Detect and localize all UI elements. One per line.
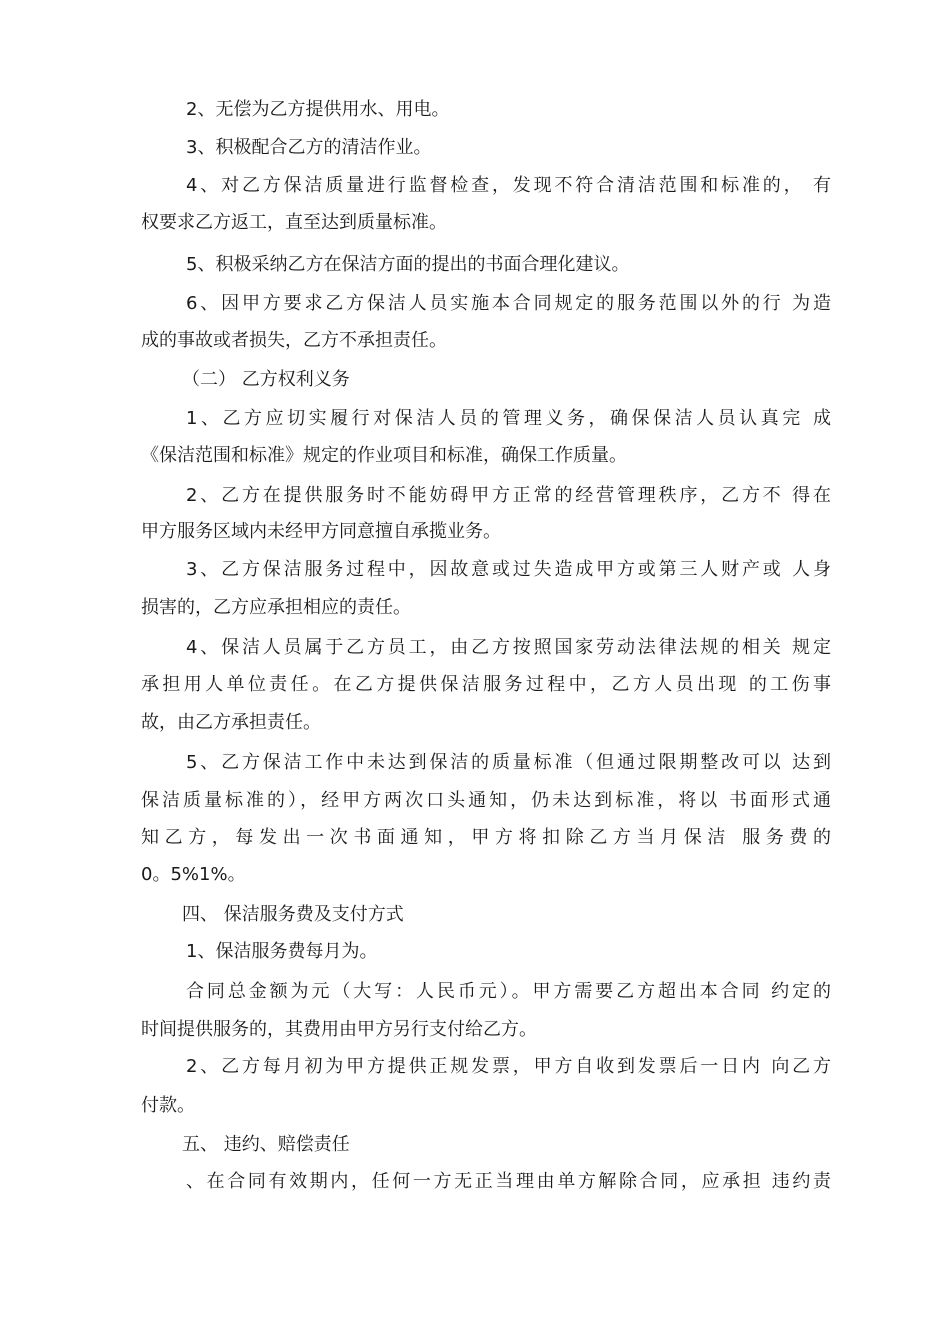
clause-4-2-line2: 付款。 [141, 1095, 195, 1116]
clause-b2-line2: 甲方服务区域内未经甲方同意擅自承揽业务。 [141, 521, 501, 542]
clause-b4-line3: 故，由乙方承担责任。 [141, 712, 321, 733]
clause-b5-line2: 保洁质量标准的），经甲方两次口头通知，仍未达到标准，将以 书面形式通 [141, 790, 831, 811]
clause-b5-line1: 5、乙方保洁工作中未达到保洁的质量标准（但通过限期整改可以 达到 [186, 752, 831, 773]
clause-4-1: 1、保洁服务费每月为。 [186, 941, 378, 962]
section-heading-5: 五、 违约、赔偿责任 [182, 1134, 350, 1155]
clause-a3: 3、积极配合乙方的清洁作业。 [186, 137, 432, 158]
section-heading-4: 四、 保洁服务费及支付方式 [182, 904, 404, 925]
clause-b3-line2: 损害的，乙方应承担相应的责任。 [141, 597, 411, 618]
clause-b3-line1: 3、乙方保洁服务过程中，因故意或过失造成甲方或第三人财产或 人身 [186, 559, 831, 580]
clause-a4-line2: 权要求乙方返工，直至达到质量标准。 [141, 212, 447, 233]
clause-4-total-line1: 合同总金额为元（大写：人民币元）。甲方需要乙方超出本合同 约定的 [186, 981, 831, 1002]
clause-b5-line4: 0。5%1%。 [141, 864, 246, 885]
section-heading-b: （二） 乙方权利义务 [182, 369, 350, 390]
clause-b2-line1: 2、乙方在提供服务时不能妨碍甲方正常的经营管理秩序，乙方不 得在 [186, 485, 831, 506]
clause-a6-line1: 6、因甲方要求乙方保洁人员实施本合同规定的服务范围以外的行 为造 [186, 293, 831, 314]
clause-a5: 5、积极采纳乙方在保洁方面的提出的书面合理化建议。 [186, 254, 630, 275]
clause-a2: 2、无偿为乙方提供用水、用电。 [186, 99, 450, 120]
clause-b1-line2: 《保洁范围和标准》规定的作业项目和标准，确保工作质量。 [141, 445, 627, 466]
clause-a6-line2: 成的事故或者损失，乙方不承担责任。 [141, 330, 447, 351]
clause-5-1-line1: 、在合同有效期内，任何一方无正当理由单方解除合同，应承担 违约责 [186, 1171, 831, 1192]
clause-b1-line1: 1、乙方应切实履行对保洁人员的管理义务，确保保洁人员认真完 成 [186, 408, 831, 429]
clause-b4-line2: 承担用人单位责任。在乙方提供保洁服务过程中，乙方人员出现 的工伤事 [141, 674, 831, 695]
clause-4-total-line2: 时间提供服务的，其费用由甲方另行支付给乙方。 [141, 1019, 537, 1040]
clause-b5-line3: 知乙方，每发出一次书面通知，甲方将扣除乙方当月保洁 服务费的 [141, 827, 831, 848]
clause-b4-line1: 4、保洁人员属于乙方员工，由乙方按照国家劳动法律法规的相关 规定 [186, 637, 831, 658]
clause-a4-line1: 4、对乙方保洁质量进行监督检查，发现不符合清洁范围和标准的， 有 [186, 175, 831, 196]
clause-4-2-line1: 2、乙方每月初为甲方提供正规发票，甲方自收到发票后一日内 向乙方 [186, 1056, 831, 1077]
